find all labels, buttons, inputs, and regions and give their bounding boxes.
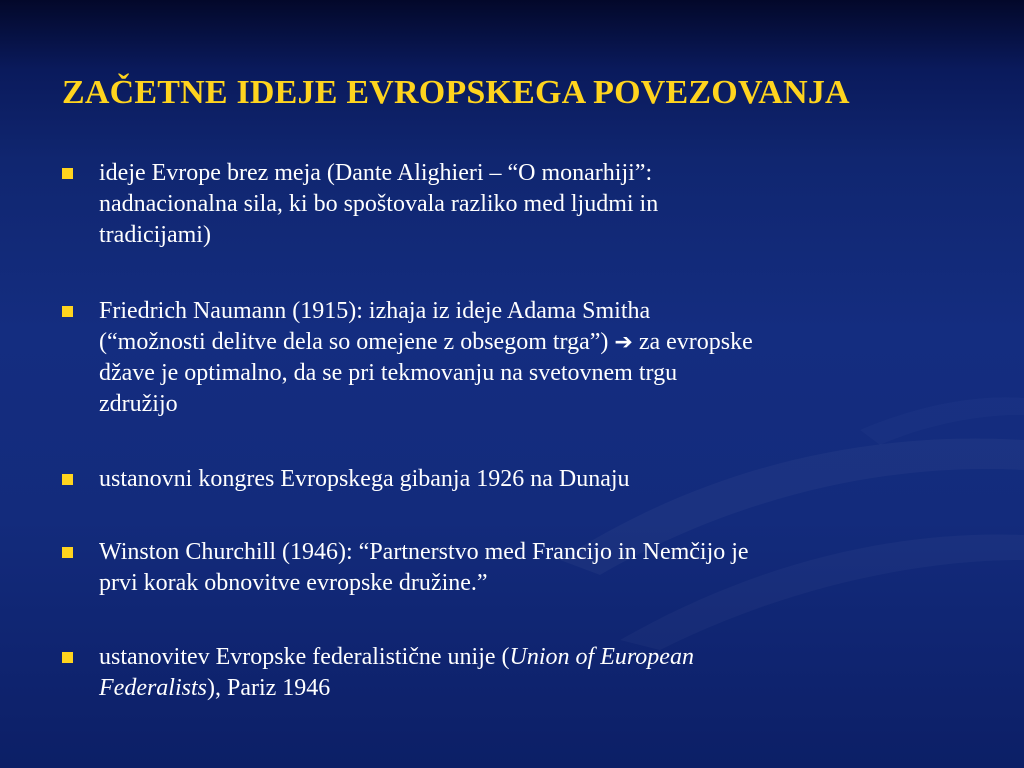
bullet-line-segment: ustanovitev Evropske federalistične unije ( xyxy=(99,644,510,670)
right-arrow-icon: ➔ xyxy=(614,330,633,355)
bullet-line-segment: ), Pariz 1946 xyxy=(207,675,331,701)
bullet-line: tradicijami) xyxy=(99,222,211,248)
square-bullet-icon xyxy=(62,474,73,485)
square-bullet-icon xyxy=(62,306,73,317)
bullet-line: ustanovni kongres Evropskega gibanja 1926 na Dunaju xyxy=(99,466,630,492)
bullet-item-federalists xyxy=(62,642,982,704)
bullet-line: ideje Evrope brez meja (Dante Alighieri – “O monarhiji”: xyxy=(99,160,653,186)
bullet-item-naumann xyxy=(62,296,982,420)
square-bullet-icon xyxy=(62,547,73,558)
square-bullet-icon xyxy=(62,652,73,663)
bullet-line: Winston Churchill (1946): “Partnerstvo med Francijo in Nemčijo je xyxy=(99,539,749,565)
bullet-item-congress xyxy=(62,464,982,495)
bullet-line: džave je optimalno, da se pri tekmovanju na svetovnem trgu xyxy=(99,360,678,386)
italic-term: Federalists xyxy=(99,675,207,701)
bullet-line: prvi korak obnovitve evropske družine.” xyxy=(99,570,488,596)
bullet-item-churchill xyxy=(62,537,982,599)
bullet-line: združijo xyxy=(99,391,178,417)
slide-title: ZAČETNE IDEJE EVROPSKEGA POVEZOVANJA xyxy=(62,74,850,111)
italic-term: Union of European xyxy=(509,644,694,670)
bullet-text xyxy=(99,537,982,599)
square-bullet-icon xyxy=(62,168,73,179)
bullet-line: nadnacionalna sila, ki bo spoštovala razliko med ljudmi in xyxy=(99,191,659,217)
bullet-line: Friedrich Naumann (1915): izhaja iz ideje Adama Smitha xyxy=(99,298,651,324)
bullet-line-segment: (“možnosti delitve dela so omejene z obsegom trga”) xyxy=(99,329,609,355)
bullet-text xyxy=(99,158,982,251)
bullet-item-dante xyxy=(62,158,982,251)
bullet-text xyxy=(99,642,982,704)
bullet-line-segment: za evropske xyxy=(638,329,753,355)
bullet-text xyxy=(99,296,982,420)
bullet-text xyxy=(99,464,982,495)
